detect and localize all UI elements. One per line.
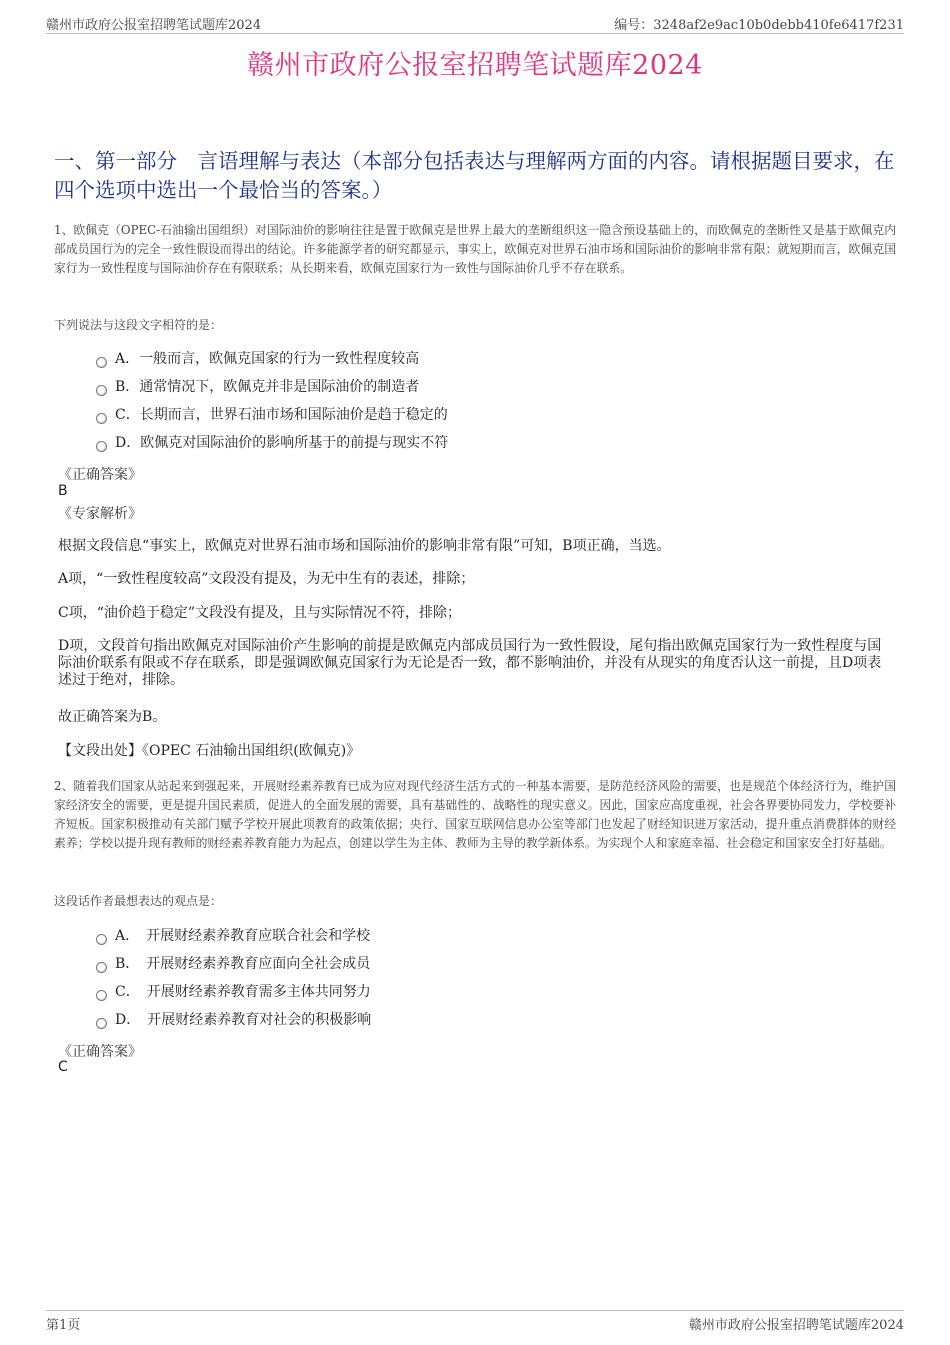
q1-analysis-line: A项，“一致性程度较高”文段没有提及，为无中生有的表述，排除； [58, 571, 475, 587]
radio-icon[interactable] [96, 385, 107, 396]
q1-answer-label: 《正确答案》 [58, 467, 142, 483]
q1-analysis-line: D项，文段首句指出欧佩克对国际油价产生影响的前提是欧佩克内部成员国行为一致性假设，尾句指出欧佩克国家行为一致性程度与国际油价联系有限或不存在联系，即是强调欧佩克国家行为无论是否一致，都不影响油价，并没有从现实的角度否认这一前提，且D项表述过于绝对，排除。 [58, 638, 882, 688]
option-label: A． 开展财经素养教育应联合社会和学校 [115, 928, 371, 944]
q1-analysis-label: 《专家解析》 [58, 506, 142, 522]
q2-option-b[interactable] [96, 954, 370, 974]
q1-prompt: 下列说法与这段文字相符的是： [54, 318, 223, 332]
option-label: A．一般而言，欧佩克国家的行为一致性程度较高 [115, 351, 420, 367]
q2-option-a[interactable] [96, 926, 370, 946]
radio-icon[interactable] [96, 1018, 107, 1029]
option-label: D． 开展财经素养教育对社会的积极影响 [115, 1012, 372, 1028]
q2-passage: 2、随着我们国家从站起来到强起来，开展财经素养教育已成为应对现代经济生活方式的一种基本需要，是防范经济风险的需要，也是规范个体经济行为，维护国家经济安全的需要，更是提升国民素质，促进人的全面发展的需要，具有基础性的、战略性的现实意义。因此，国家应高度重视，社会各界要协同发力，学校要补齐短板。国家积极推动有关部门赋予学校开展此项教育的政策依据；央行、国家互联网信息办公室等部门也发起了财经知识进万家活动，提升重点消费群体的财经素养；学校以提升现有教师的财经素养教育能力为起点，创建以学生为主体、教师为主导的教学新体系。为实现个人和家庭幸福、社会稳定和国家安全打好基础。 [54, 779, 896, 850]
q1-option-b[interactable] [96, 377, 419, 397]
q1-analysis-line: 根据文段信息“事实上，欧佩克对世界石油市场和国际油价的影响非常有限”可知，B项正确，当选。 [58, 538, 671, 554]
radio-icon[interactable] [96, 990, 107, 1001]
q1-option-a[interactable] [96, 349, 419, 369]
q1-option-d[interactable] [96, 433, 448, 453]
header-divider [46, 33, 904, 34]
radio-icon[interactable] [96, 934, 107, 945]
page-header [46, 14, 904, 34]
q2-answer-label: 《正确答案》 [58, 1044, 142, 1060]
page-number: 第1页 [46, 1318, 81, 1333]
radio-icon[interactable] [96, 441, 107, 452]
radio-icon[interactable] [96, 962, 107, 973]
option-label: D．欧佩克对国际油价的影响所基于的前提与现实不符 [115, 435, 449, 451]
q2-option-c[interactable] [96, 982, 371, 1002]
option-label: C．长期而言，世界石油市场和国际油价是趋于稳定的 [115, 407, 448, 423]
footer-divider [46, 1310, 904, 1311]
option-label: C． 开展财经素养教育需多主体共同努力 [115, 984, 371, 1000]
header-doc-id: 编号：3248af2e9ac10b0debb410fe6417f231 [614, 18, 904, 33]
q1-analysis-line: 故正确答案为B。 [58, 709, 167, 725]
option-label: B．通常情况下，欧佩克并非是国际油价的制造者 [115, 379, 420, 395]
q2-option-d[interactable] [96, 1010, 371, 1030]
q2-answer: C [58, 1059, 68, 1075]
section-heading: 一、第一部分 言语理解与表达（本部分包括表达与理解两方面的内容。请根据题目要求，在四个选项中选出一个最恰当的答案。） [54, 149, 895, 202]
q1-answer: B [58, 483, 68, 499]
q1-passage: 1、欧佩克（OPEC-石油输出国组织）对国际油价的影响往往是置于欧佩克是世界上最大的垄断组织这一隐含预设基础上的，而欧佩克的垄断性又是基于欧佩克内部成员国行为的完全一致性假设而得出的结论。许多能源学者的研究都显示，事实上，欧佩克对世界石油市场和国际油价的影响非常有限：就短期而言，欧佩克国家行为一致性程度与国际油价存在有限联系；从长期来看，欧佩克国家行为一致性与国际油价几乎不存在联系。 [54, 223, 896, 275]
page-footer [46, 1314, 904, 1332]
q1-option-c[interactable] [96, 405, 448, 425]
q1-source: 【文段出处】《OPEC 石油输出国组织(欧佩克)》 [58, 743, 361, 759]
page-title: 赣州市政府公报室招聘笔试题库2024 [247, 50, 703, 81]
q2-prompt: 这段话作者最想表达的观点是： [54, 894, 223, 908]
option-label: B． 开展财经素养教育应面向全社会成员 [115, 956, 371, 972]
radio-icon[interactable] [96, 413, 107, 424]
footer-doc-title: 赣州市政府公报室招聘笔试题库2024 [688, 1318, 904, 1333]
radio-icon[interactable] [96, 357, 107, 368]
header-doc-title: 赣州市政府公报室招聘笔试题库2024 [46, 18, 262, 33]
q1-analysis-line: C项，“油价趋于稳定”文段没有提及，且与实际情况不符，排除； [58, 605, 462, 621]
